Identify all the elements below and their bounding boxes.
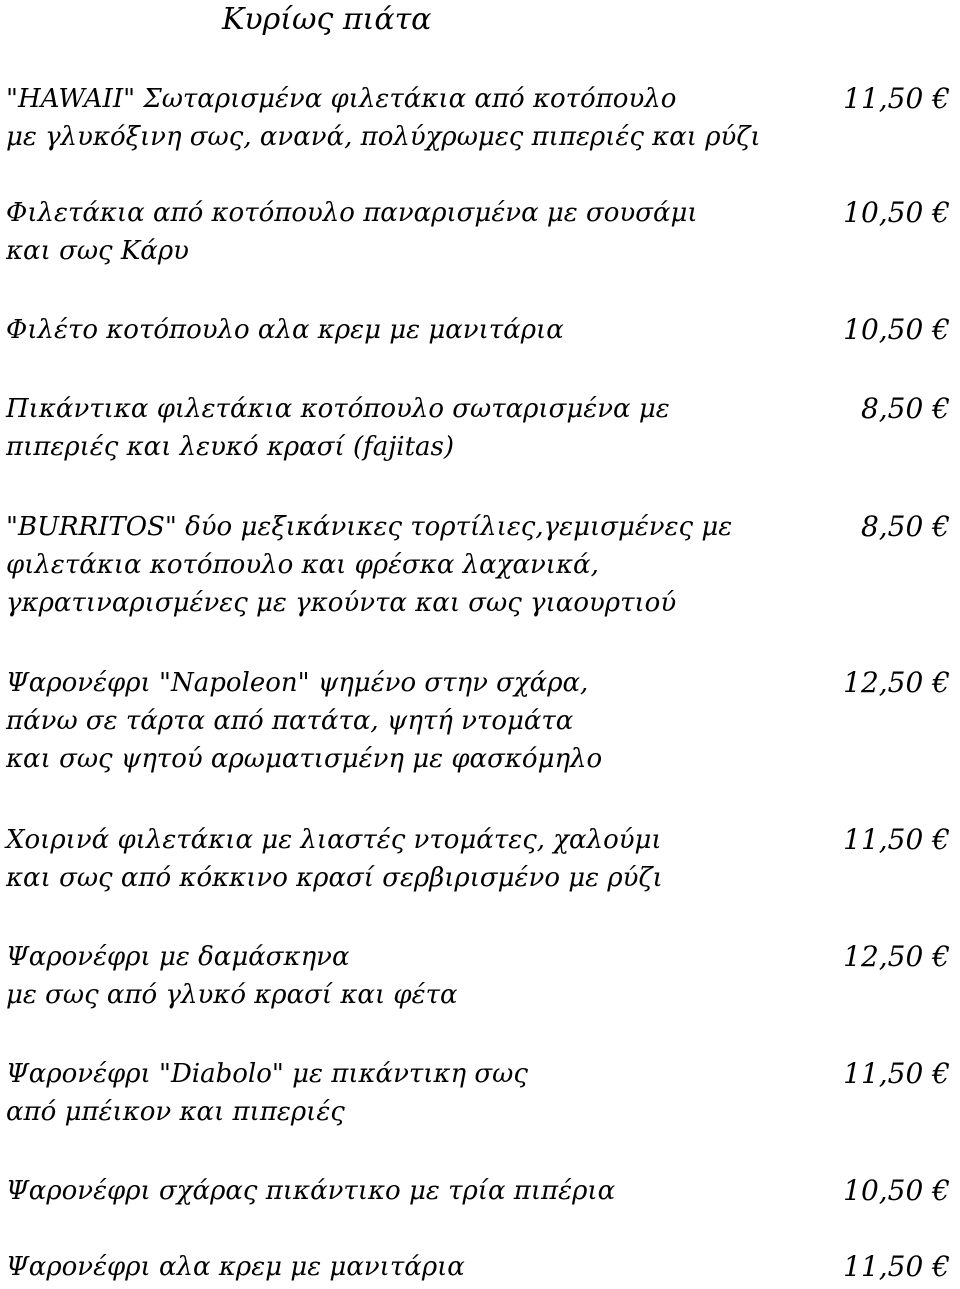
menu-item-line: πιπεριές και λευκό κρασί (fajitas) (6, 432, 455, 462)
menu-heading: Κυρίως πιάτα (222, 2, 432, 37)
menu-item-price: 11,50 € (843, 82, 950, 115)
menu-item (6, 508, 956, 622)
menu-item-price: 10,50 € (843, 196, 950, 229)
menu-item-line: Ψαρονέφρι με δαμάσκηνα (6, 942, 350, 972)
menu-item (6, 80, 956, 156)
menu-item-line: πάνω σε τάρτα από πατάτα, ψητή ντομάτα (6, 706, 574, 736)
menu-item-price: 11,50 € (843, 1057, 950, 1090)
menu-item (6, 938, 956, 1014)
menu-item-price: 11,50 € (843, 823, 950, 856)
menu-item-price: 10,50 € (843, 1174, 950, 1207)
menu-item-price: 12,50 € (843, 666, 950, 699)
menu-item-line: Ψαρονέφρι σχάρας πικάντικο με τρία πιπέρια (6, 1176, 616, 1206)
menu-item-line: με σως από γλυκό κρασί και φέτα (6, 980, 458, 1010)
menu-item (6, 194, 956, 270)
menu-item-line: Πικάντικα φιλετάκια κοτόπουλο σωταρισμένα με (6, 394, 670, 424)
menu-item-line: και σως ψητού αρωματισμένη με φασκόμηλο (6, 744, 603, 774)
menu-item (6, 1055, 956, 1131)
menu-item-line: και σως από κόκκινο κρασί σερβιρισμένο με ρύζι (6, 863, 663, 893)
menu-item-price: 12,50 € (843, 940, 950, 973)
menu-item-price: 8,50 € (860, 392, 950, 425)
menu-item (6, 664, 956, 778)
menu-item-line: Ψαρονέφρι αλα κρεμ με μανιτάρια (6, 1252, 465, 1282)
menu-item-line: Χοιρινά φιλετάκια με λιαστές ντομάτες, χαλούμι (6, 825, 662, 855)
menu-item-line: Φιλετάκια από κοτόπουλο παναρισμένα με σουσάμι (6, 198, 698, 228)
menu-item-line: γκρατιναρισμένες με γκούντα και σως γιαουρτιού (6, 588, 677, 618)
menu-item-price: 11,50 € (843, 1250, 950, 1283)
menu-item (6, 311, 956, 349)
menu-item-line: Ψαρονέφρι "Diabolo" με πικάντικη σως (6, 1059, 528, 1089)
menu-item (6, 390, 956, 466)
menu-item-line: "HAWAII" Σωταρισμένα φιλετάκια από κοτόπουλο (6, 84, 677, 114)
menu-item-line: με γλυκόξινη σως, ανανά, πολύχρωμες πιπεριές και ρύζι (6, 122, 761, 152)
menu-item (6, 821, 956, 897)
menu-item (6, 1172, 956, 1210)
menu-item-price: 10,50 € (843, 313, 950, 346)
menu-item-line: από μπέικον και πιπεριές (6, 1097, 345, 1127)
menu-item (6, 1248, 956, 1286)
menu-item-line: και σως Κάρυ (6, 236, 189, 266)
menu-item-line: Φιλέτο κοτόπουλο αλα κρεμ με μανιτάρια (6, 315, 564, 345)
menu-item-line: Ψαρονέφρι "Napoleon" ψημένο στην σχάρα, (6, 668, 589, 698)
menu-item-line: φιλετάκια κοτόπουλο και φρέσκα λαχανικά, (6, 550, 599, 580)
menu-item-line: "BURRITOS" δύο μεξικάνικες τορτίλιες,γεμισμένες με (6, 512, 733, 542)
menu-item-price: 8,50 € (860, 510, 950, 543)
